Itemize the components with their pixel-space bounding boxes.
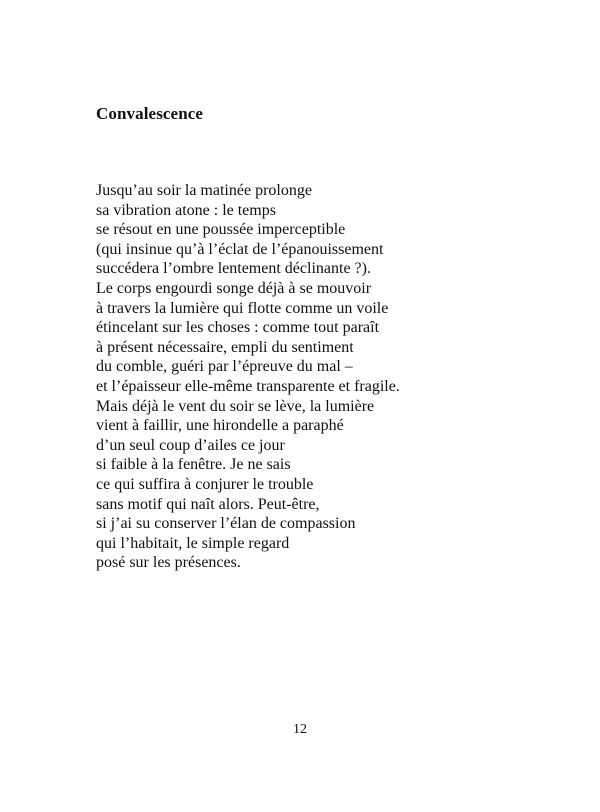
poem-line: posé sur les présences. [96, 554, 241, 572]
poem-line: Mais déjà le vent du soir se lève, la lumière [96, 397, 375, 415]
poem-line: se résout en une poussée imperceptible [96, 221, 346, 239]
poem-body [96, 181, 400, 573]
poem-title: Convalescence [96, 104, 204, 123]
poem-line: étincelant sur les choses : comme tout paraît [96, 319, 380, 337]
poem-line: d’un seul coup d’ailes ce jour [96, 436, 285, 454]
poem-line: si j’ai su conserver l’élan de compassion [96, 515, 356, 533]
poem-line: sans motif qui naît alors. Peut-être, [96, 495, 320, 513]
poem-line: si faible à la fenêtre. Je ne sais [96, 456, 291, 474]
poem-line: vient à faillir, une hirondelle a paraphé [96, 417, 344, 435]
poem-line: à travers la lumière qui flotte comme un voile [96, 299, 389, 317]
poem-line: qui l’habitait, le simple regard [96, 534, 290, 552]
poem-line: Le corps engourdi songe déjà à se mouvoir [96, 279, 372, 297]
poem-line: du comble, guéri par l’épreuve du mal – [96, 358, 353, 376]
poem-line: succédera l’ombre lentement déclinante ?). [96, 260, 371, 278]
page-number: 12 [293, 722, 307, 737]
poem-line: ce qui suffira à conjurer le trouble [96, 475, 314, 493]
poem-line: et l’épaisseur elle-même transparente et fragile. [96, 377, 400, 395]
poem-line: (qui insinue qu’à l’éclat de l’épanouissement [96, 240, 384, 258]
poem-line: Jusqu’au soir la matinée prolonge [96, 182, 312, 199]
poem-line: à présent nécessaire, empli du sentiment [96, 338, 354, 356]
poem-line: sa vibration atone : le temps [96, 201, 276, 219]
